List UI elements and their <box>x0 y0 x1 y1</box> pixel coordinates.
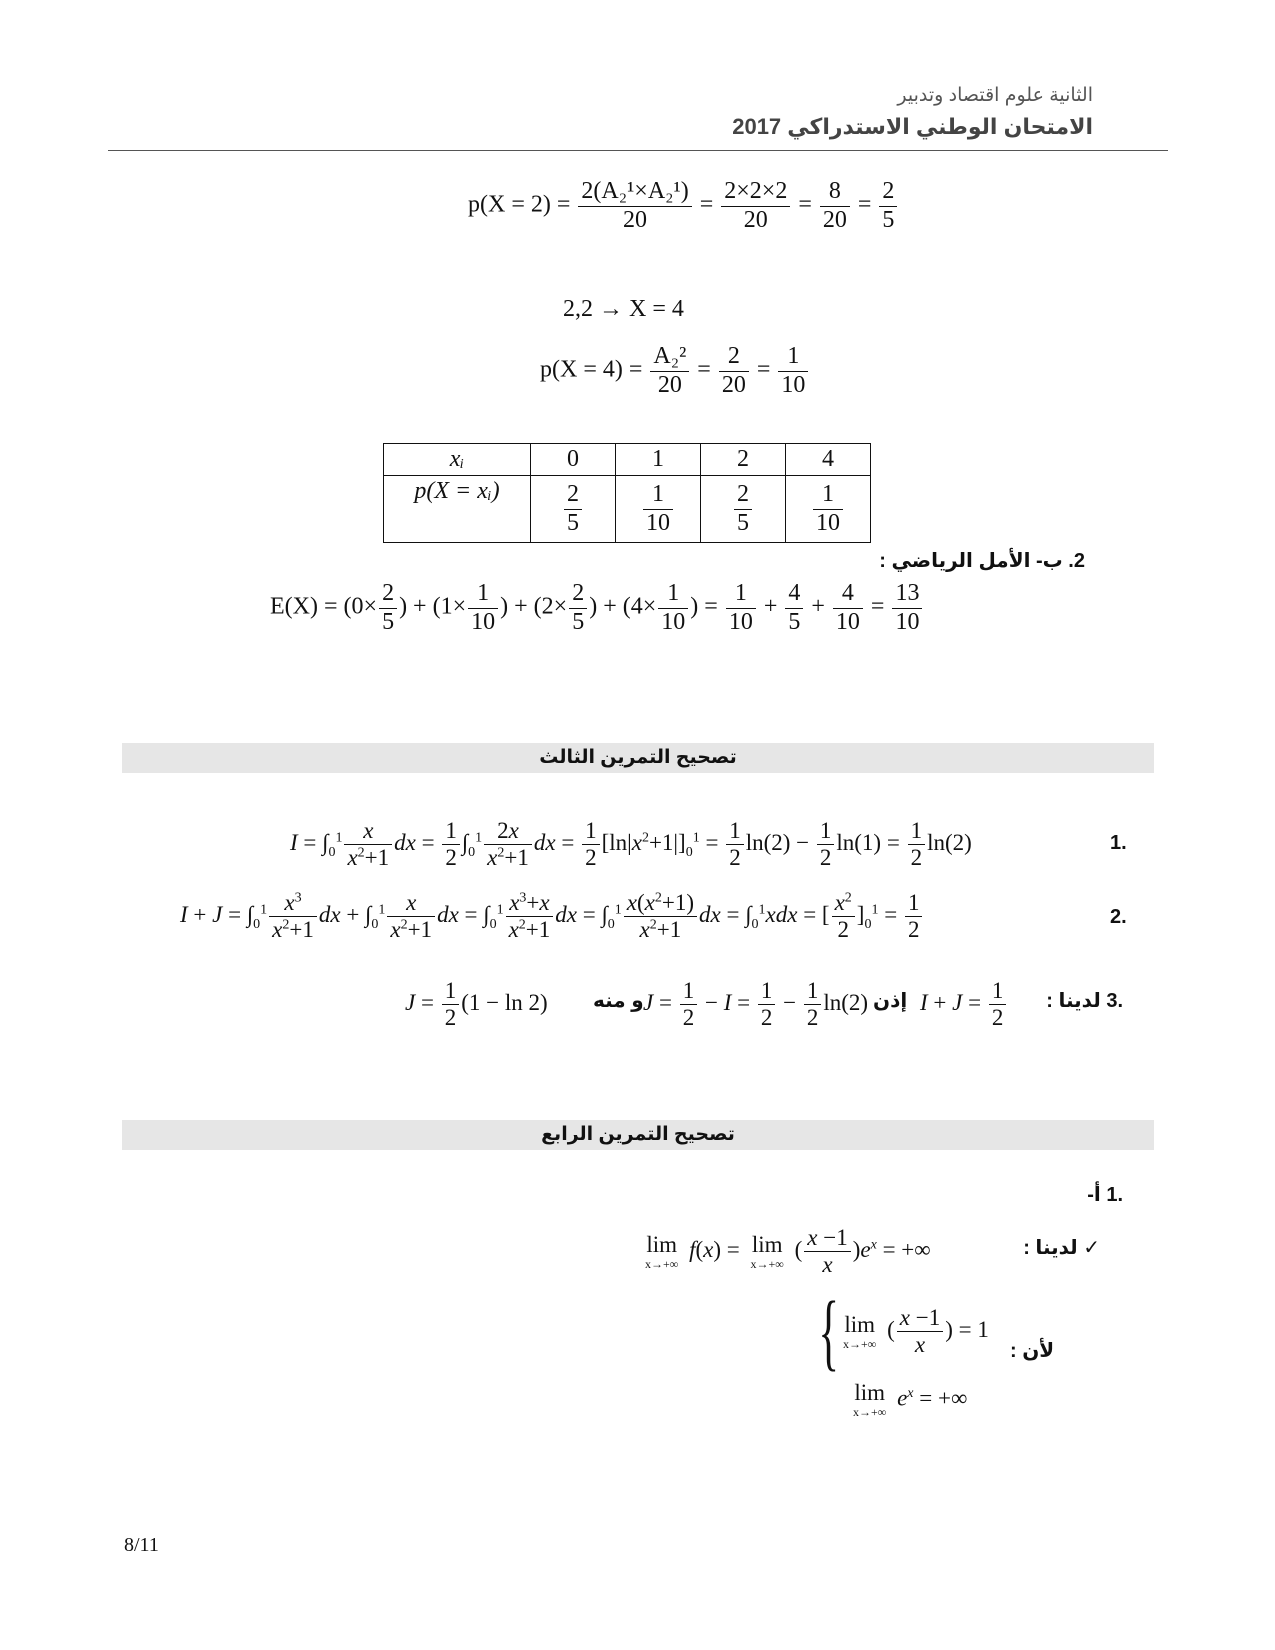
frac <box>564 481 582 537</box>
num: 4 <box>833 580 863 609</box>
num: A₂² <box>650 343 689 372</box>
den: 5 <box>567 509 579 536</box>
frac <box>578 178 691 234</box>
infinity: +∞ <box>938 1385 968 1411</box>
num: 2 <box>879 178 897 207</box>
table-cell <box>531 476 616 543</box>
lim-subscript: x→+∞ <box>843 1337 877 1352</box>
den: 20 <box>721 371 746 398</box>
ex4-because-line1: lim x→+∞ ( $\frac{x -1}{x}$ ) = 1 <box>838 1305 989 1359</box>
header-line2: الامتحان الوطني الاستدراكي 2017 <box>732 114 1093 139</box>
frac <box>643 481 673 537</box>
num: 1 <box>813 481 843 510</box>
table-cell <box>701 476 786 543</box>
expectation-lhs: E(X) = <box>270 593 338 620</box>
frac <box>785 580 803 636</box>
num: 1 <box>468 580 498 609</box>
table-cell: 2 <box>701 444 786 476</box>
ex3-q3-hence: و منه <box>593 990 644 1012</box>
table-header-pxi: p(X = xᵢ) <box>384 476 531 543</box>
exercise4-title: تصحيح التمرين الرابع <box>122 1120 1154 1150</box>
den: 5 <box>737 509 749 536</box>
den: 10 <box>646 509 670 536</box>
num: 13 <box>892 580 922 609</box>
den: 5 <box>572 608 585 635</box>
ex3-q3-given: I + J = $\frac{1}{2}$ <box>920 978 1008 1032</box>
coef: 4× <box>630 593 657 620</box>
frac <box>658 580 688 636</box>
ex3-q3-result: J = $\frac{1}{2}$ (1 − ln 2) <box>405 978 548 1031</box>
num: 8 <box>820 178 850 207</box>
frac <box>650 343 689 399</box>
num: 1 <box>778 343 808 372</box>
num: 2×2×2 <box>721 178 790 207</box>
den: 5 <box>788 608 801 635</box>
num: 1 <box>658 580 688 609</box>
table-header-xi: xᵢ <box>384 444 531 476</box>
num: 2 <box>734 481 752 510</box>
den: 20 <box>623 206 648 233</box>
num: 2 <box>379 580 397 609</box>
num: 2 <box>564 481 582 510</box>
ex4-q1-label: .1 أ- <box>1087 1184 1123 1206</box>
den: 10 <box>471 608 496 635</box>
ex3-q1-equation: $I = \int_0^1$ $\frac{x}{x^2+1}$ dx = $\frac{1}{2}$ $\int_0^1$ $\frac{2x}{x^2+1}$ dx = $\frac{1}{2}$ $[\ln|x^2+1|]_0^1$ = $\frac{1}{2}$ ln(2) − $\frac{1}{2}$ ln(1) = $\frac{1}{2}$ ln(2) <box>290 818 972 871</box>
den: 20 <box>657 371 682 398</box>
header-line1: الثانية علوم اقتصاد وتدبير <box>897 85 1093 106</box>
frac <box>892 580 922 636</box>
ex3-q3-middle: J = $\frac{1}{2}$ − I = $\frac{1}{2}$ − $\frac{1}{2}$ ln(2) <box>643 978 869 1031</box>
frac <box>721 178 790 234</box>
frac <box>379 580 397 636</box>
ex3-q3-label: .3 لدينا : <box>1046 990 1123 1012</box>
ex3-q2-equation: $I + J = \int_0^1$ $\frac{x^3}{x^2+1}$ dx + $\int_0^1$ $\frac{x}{x^2+1}$ dx = $\int_0^1$ $\frac{x^3+x}{x^2+1}$ dx = $\int_0^1$ $\frac{x(x^2+1)}{x^2+1}$ dx = $\int_0^1xdx$ = [ $\frac{x^2}{2}$ ]$_0^1$ = $\frac{1}{2}$ <box>180 890 924 944</box>
ex3-q3-then: إذن <box>873 990 908 1012</box>
table-cell <box>786 476 871 543</box>
expectation-label: 2. ب- الأمل الرياضي : <box>879 550 1085 572</box>
ex4-because-label: لأن : <box>1010 1340 1055 1362</box>
frac <box>879 178 897 234</box>
ex3-q2-label: .2 <box>1110 906 1127 928</box>
num: 1 <box>643 481 673 510</box>
den: 20 <box>743 206 768 233</box>
ex4-because-line2: lim x→+∞ $e^x$ = +∞ <box>848 1380 967 1420</box>
distribution-table <box>383 443 871 543</box>
frac <box>719 343 749 399</box>
eq-expectation: E(X) = (0× $\frac{2}{5}$ ) + (1× $\frac{1}{10}$ ) + (2× $\frac{2}{5}$ ) + (4× $\frac{1}{10}$ ) = $\frac{1}{10}$ + $\frac{4}{5}$ + $\frac{4}{10}$ = $\frac{13}{10}$ <box>270 580 924 636</box>
lim-subscript: x→+∞ <box>853 1405 887 1420</box>
coef: 2× <box>541 593 568 620</box>
frac <box>833 580 863 636</box>
eq-p-x4-prefix: p(X = 4) = <box>540 356 643 383</box>
exercise3-title: تصحيح التمرين الثالث <box>122 743 1154 773</box>
case-line: 2,2 → X = 4 <box>563 296 684 322</box>
num: 2(A₂¹×A₂¹) <box>578 178 691 207</box>
den: 20 <box>822 206 847 233</box>
table-cell: 0 <box>531 444 616 476</box>
ex4-check-label: ✓ لدينا : <box>1023 1237 1100 1259</box>
den: 10 <box>895 608 920 635</box>
frac <box>820 178 850 234</box>
den: 10 <box>816 509 840 536</box>
eq-p-x2: p(X = 2) = $\frac{\text{2(A₂¹×A₂¹)}}{20}$ = $\frac{2\times 2\times 2}{20}$ = $\frac{8}{20}$ = $\frac{2}{5}$ <box>468 178 899 234</box>
num: 2 <box>719 343 749 372</box>
ex3-q1-label: .1 <box>1110 832 1127 854</box>
table-cell: 1 <box>616 444 701 476</box>
num: 1 <box>726 580 756 609</box>
table-row <box>384 444 871 476</box>
table-row <box>384 476 871 543</box>
den: 5 <box>882 206 895 233</box>
lim-subscript: x→+∞ <box>750 1257 784 1272</box>
frac <box>726 580 756 636</box>
eq-p-x2-prefix: p(X = 2) = <box>468 191 571 218</box>
frac <box>813 481 843 537</box>
table-cell <box>616 476 701 543</box>
frac <box>569 580 587 636</box>
frac <box>468 580 498 636</box>
frac <box>734 481 752 537</box>
num: 4 <box>785 580 803 609</box>
ex4-limit-equation: lim x→+∞ f(x) = lim x→+∞ ( $\frac{x -1}{x}$ )$e^x$ = +∞ <box>640 1225 931 1279</box>
lim-subscript: x→+∞ <box>645 1257 679 1272</box>
page-number: 8/11 <box>124 1534 159 1556</box>
den: 10 <box>661 608 686 635</box>
den: 5 <box>382 608 395 635</box>
coef: 0× <box>351 593 378 620</box>
den: 10 <box>728 608 753 635</box>
num: 2 <box>569 580 587 609</box>
table-cell: 4 <box>786 444 871 476</box>
eq-p-x4: p(X = 4) = $\frac{\text{A₂²}}{20}$ = $\frac{2}{20}$ = $\frac{1}{10}$ <box>540 343 810 399</box>
den: 10 <box>835 608 860 635</box>
infinity: +∞ <box>901 1237 931 1263</box>
frac <box>778 343 808 399</box>
coef: 1× <box>440 593 467 620</box>
den: 10 <box>781 371 806 398</box>
header-divider <box>108 150 1168 151</box>
system-brace: { <box>818 1283 839 1379</box>
